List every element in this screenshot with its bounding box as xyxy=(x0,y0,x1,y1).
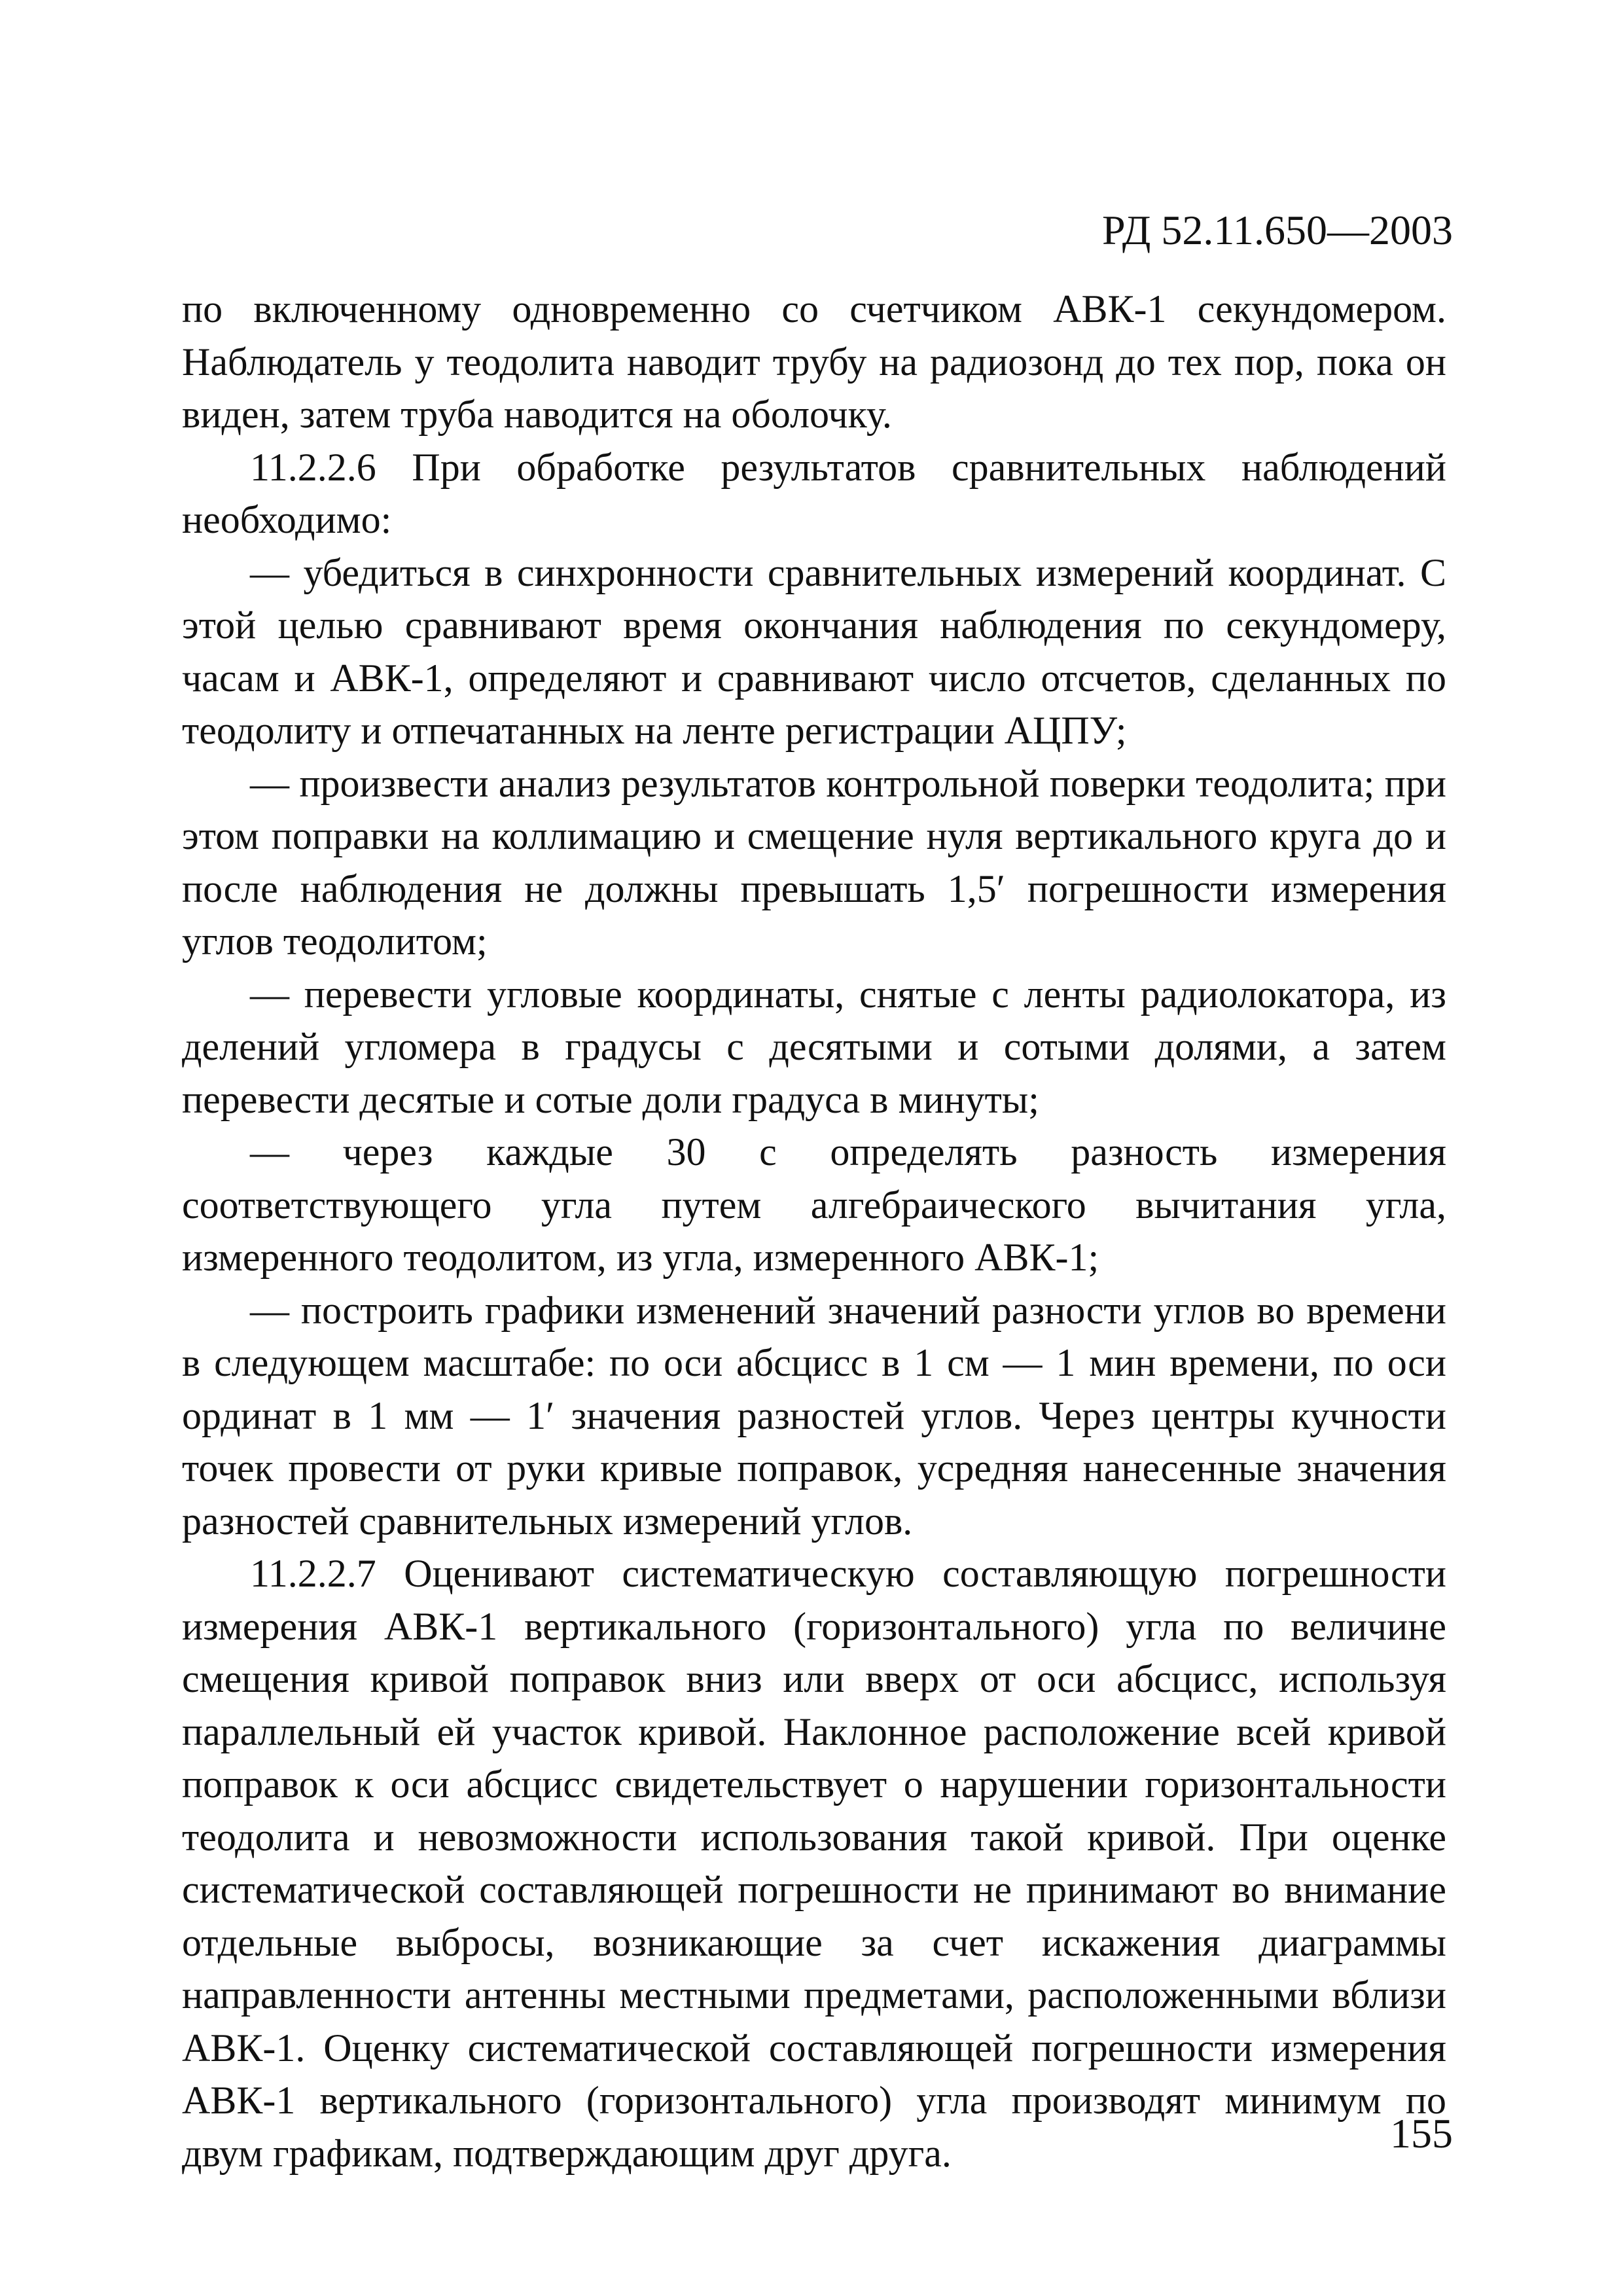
list-item-difference-calculation: — через каждые 30 с определять разность измерения соответствующего угла путем алгебраического вычитания угла, измеренного теодолитом, из угла, измеренного АВК-1; xyxy=(182,1130,1446,1279)
list-item-synchronicity: — убедиться в синхронности сравнительных измерений координат. С этой целью сравнивают время окончания наблюдения по секундомеру, часам и АВК-1, определяют и сравнивают число отсчетов, сделанных по теодолиту и отпечатанных на ленте регистрации АЦПУ; xyxy=(182,550,1446,752)
list-item-plot-graphs: — построить графики изменений значений разности углов во времени в следующем масштабе: по оси абсцисс в 1 см — 1 мин времени, по оси ординат в 1 мм — 1′ значения разностей углов. Через центры кучности точек провести от руки кривые поправок, усредняя нанесенные значения разностей сравнительных измерений углов. xyxy=(182,1288,1446,1543)
list-item-angle-conversion: — перевести угловые координаты, снятые с ленты радиолокатора, из делений угломера в градусы с десятыми и сотыми долями, а затем перевести десятые и сотые доли градуса в минуты; xyxy=(182,972,1446,1121)
paragraph-11-2-2-6: 11.2.2.6 При обработке результатов сравнительных наблюдений необходимо: xyxy=(182,445,1446,541)
document-code-header: РД 52.11.650—2003 xyxy=(1101,207,1453,253)
paragraph-11-2-2-7: 11.2.2.7 Оценивают систематическую составляющую погрешности измерения АВК-1 вертикального (горизонтального) угла по величине смещения кривой поправок вниз или вверх от оси абсцисс, используя параллельный ей участок кривой. Наклонное расположение всей кривой поправок к оси абсцисс свидетельствует о нарушении горизонтальности теодолита и невозможности использования такой кривой. При оценке систематической составляющей погрешности не принимают во внимание отдельные выбросы, возникающие за счет искажения диаграммы направленности антенны местными предметами, расположенными вблизи АВК-1. Оценку систематической составляющей погрешности измерения АВК-1 вертикального (горизонтального) угла производят минимум по двум графикам, подтверждающим друг друга. xyxy=(182,1552,1446,2175)
list-item-theodolite-check: — произвести анализ результатов контрольной поверки теодолита; при этом поправки на коллимацию и смещение нуля вертикального круга до и после наблюдения не должны превышать 1,5′ погрешности измерения углов теодолитом; xyxy=(182,761,1446,963)
body-text xyxy=(182,283,1446,2179)
paragraph-continuation: по включенному одновременно со счетчиком АВК-1 секундомером. Наблюдатель у теодолита наводит трубу на радиозонд до тех пор, пока он виден, затем труба наводится на оболочку. xyxy=(182,287,1446,436)
page-number: 155 xyxy=(1390,2110,1453,2157)
